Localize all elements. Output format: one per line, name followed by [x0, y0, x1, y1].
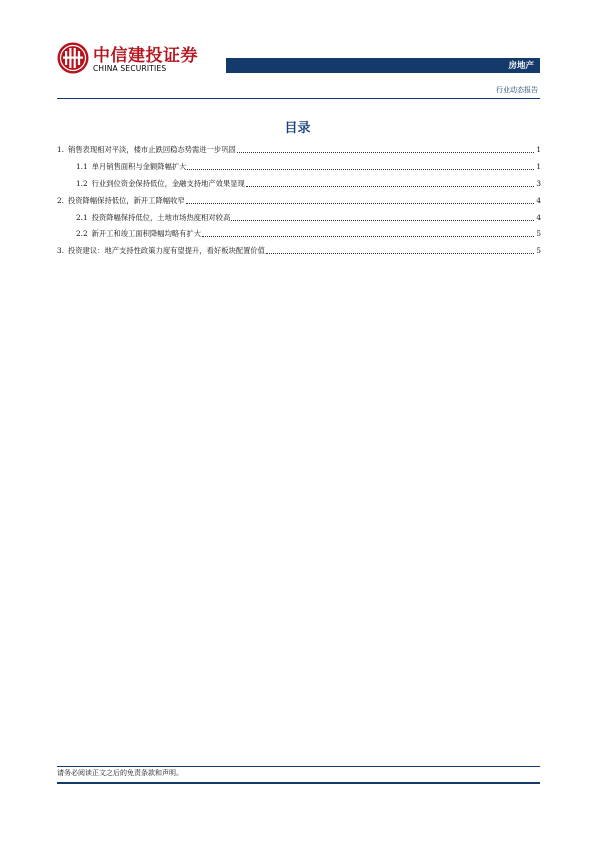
toc-entry-page: 5 [536, 246, 541, 256]
toc-entry[interactable] [57, 143, 541, 155]
toc-entry-title: 投资降幅保持低位，土地市场热度相对较高 [91, 212, 231, 222]
toc-entry-page: 1 [536, 161, 541, 171]
toc-entry-title: 销售表现相对平淡，楼市止跌回稳态势需进一步巩固 [67, 145, 236, 154]
toc-entry-title: 投资建议：地产支持性政策力度有望提升，看好板块配置价值 [67, 246, 265, 256]
toc-entry[interactable] [57, 194, 541, 206]
toc-entry-page: 4 [536, 195, 541, 205]
toc-entry-page: 4 [536, 212, 541, 222]
brand-name-cn: 中信建投证券 [93, 46, 198, 66]
toc-entry-page: 1 [536, 145, 541, 154]
toc-entry[interactable] [57, 227, 541, 239]
toc-entry[interactable] [57, 177, 541, 189]
toc-entry-title: 行业到位资金保持低位，金融支持地产效果显现 [91, 178, 245, 188]
footer-divider-top [57, 766, 540, 767]
toc-entry-number: 2.2 [76, 229, 88, 239]
page-header [0, 0, 595, 94]
brand-name-en: CHINA SECURITIES [93, 64, 167, 73]
toc-entry-number: 2.1 [76, 212, 88, 222]
footer-divider-bottom [57, 782, 540, 784]
report-type: 行业动态报告 [496, 86, 538, 94]
toc-leader-dots [186, 203, 534, 204]
sector-banner [226, 58, 540, 73]
toc-entry-number: 1.1 [76, 161, 88, 171]
toc-entry[interactable] [57, 244, 541, 256]
toc-entry-title: 投资降幅保持低位，新开工降幅收窄 [67, 195, 185, 205]
toc-entry-number: 1.2 [76, 178, 88, 188]
toc-leader-dots [231, 220, 534, 221]
toc-entry-number: 1. [57, 145, 64, 154]
toc-leader-dots [187, 169, 534, 170]
toc-leader-dots [237, 152, 534, 153]
toc-leader-dots [246, 186, 534, 187]
toc-entry-page: 3 [536, 178, 541, 188]
toc-leader-dots [202, 236, 534, 237]
toc-entry[interactable] [57, 211, 541, 223]
toc-entry-title: 单月销售面积与金额降幅扩大 [91, 161, 187, 171]
toc-leader-dots [266, 253, 534, 254]
table-of-contents [57, 143, 541, 261]
china-securities-logo-icon [57, 42, 89, 74]
toc-entry-number: 2. [57, 195, 64, 205]
sector-label: 房地产 [508, 61, 534, 71]
toc-entry-page: 5 [536, 229, 541, 239]
toc-entry-title: 新开工和竣工面积降幅均略有扩大 [91, 229, 202, 239]
toc-entry[interactable] [57, 160, 541, 172]
footer-disclaimer: 请务必阅读正文之后的免责条款和声明。 [57, 769, 183, 777]
toc-entry-number: 3. [57, 246, 64, 256]
header-divider [57, 98, 540, 99]
toc-title: 目录 [284, 121, 311, 136]
